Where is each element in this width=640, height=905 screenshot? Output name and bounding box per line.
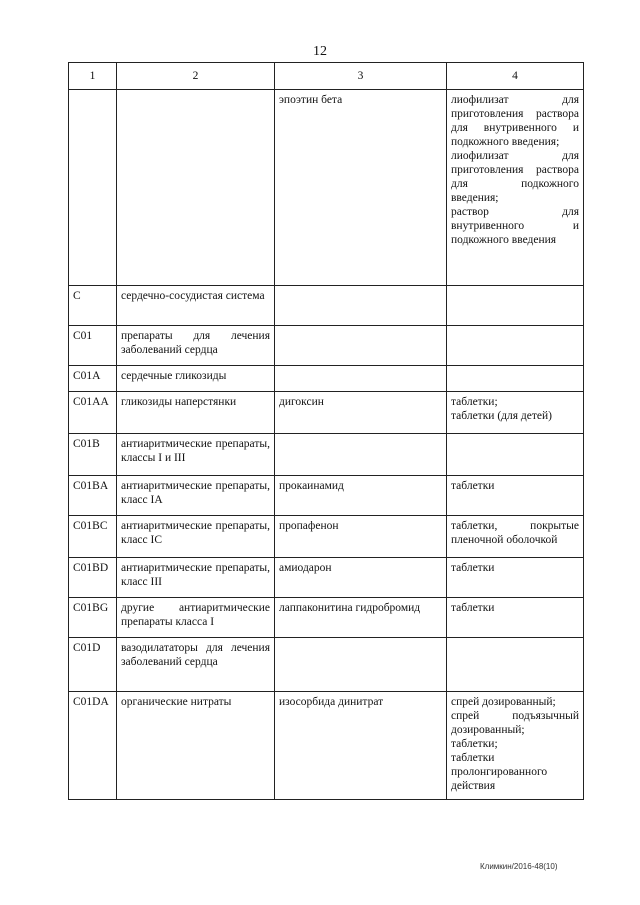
dosage-form-line: лиофилизат для приготовления раствора для внутривенного и подкожного введения; xyxy=(451,94,579,148)
dosage-forms-cell xyxy=(447,90,584,286)
dosage-form-line: таблетки (для детей) xyxy=(451,410,552,422)
header-col-1: 1 xyxy=(69,63,117,90)
dosage-forms-cell xyxy=(447,476,584,516)
dosage-forms-cell xyxy=(447,326,584,366)
dosage-form-line: таблетки xyxy=(451,480,495,492)
dosage-form-line: таблетки xyxy=(451,602,495,614)
atc-code-cell: C01AA xyxy=(69,392,117,434)
dosage-forms-cell xyxy=(447,286,584,326)
dosage-form-line: лиофилизат для приготовления раствора для подкожного введения; xyxy=(451,150,579,204)
table-row xyxy=(69,638,584,692)
dosage-form-line: спрей дозированный; xyxy=(451,696,556,708)
dosage-form-line: таблетки; xyxy=(451,738,498,750)
atc-group-cell: гликозиды наперстянки xyxy=(117,392,275,434)
dosage-forms-cell xyxy=(447,638,584,692)
drug-name-cell: пропафенон xyxy=(275,516,447,558)
dosage-form-line: таблетки пролонгированного действия xyxy=(451,752,548,792)
atc-code-cell xyxy=(69,90,117,286)
table-row xyxy=(69,692,584,800)
atc-code-cell: C01BG xyxy=(69,598,117,638)
atc-group-cell: антиаритмические препараты, класс III xyxy=(117,558,275,598)
atc-code-cell: C01B xyxy=(69,434,117,476)
atc-code-cell: C01BD xyxy=(69,558,117,598)
atc-group-cell: антиаритмические препараты, класс IC xyxy=(117,516,275,558)
table-row xyxy=(69,366,584,392)
atc-code-cell: C01D xyxy=(69,638,117,692)
drug-name-cell xyxy=(275,366,447,392)
dosage-forms-cell xyxy=(447,516,584,558)
drug-name-cell: эпоэтин бета xyxy=(275,90,447,286)
drug-name-cell: лаппаконитина гидробромид xyxy=(275,598,447,638)
atc-group-cell: сердечно-сосудистая система xyxy=(117,286,275,326)
drug-name-cell xyxy=(275,434,447,476)
atc-code-cell: C01 xyxy=(69,326,117,366)
atc-code-cell: C01BA xyxy=(69,476,117,516)
atc-group-cell: сердечные гликозиды xyxy=(117,366,275,392)
dosage-form-line: спрей подъязычный дозированный; xyxy=(451,710,579,736)
table-row xyxy=(69,516,584,558)
atc-code-cell: C xyxy=(69,286,117,326)
header-col-2: 2 xyxy=(117,63,275,90)
table-row xyxy=(69,558,584,598)
table-row xyxy=(69,476,584,516)
dosage-forms-cell xyxy=(447,434,584,476)
atc-code-cell: C01DA xyxy=(69,692,117,800)
dosage-form-line: таблетки; xyxy=(451,396,498,408)
dosage-form-line: таблетки xyxy=(451,562,495,574)
dosage-forms-cell xyxy=(447,692,584,800)
dosage-forms-cell xyxy=(447,392,584,434)
atc-group-cell: препараты для лечения заболеваний сердца xyxy=(117,326,275,366)
drug-name-cell: амиодарон xyxy=(275,558,447,598)
drug-name-cell: дигоксин xyxy=(275,392,447,434)
drug-name-cell xyxy=(275,286,447,326)
atc-code-cell: C01A xyxy=(69,366,117,392)
drug-name-cell: изосорбида динитрат xyxy=(275,692,447,800)
dosage-forms-cell xyxy=(447,366,584,392)
table-row xyxy=(69,90,584,286)
dosage-forms-cell xyxy=(447,598,584,638)
dosage-forms-cell xyxy=(447,558,584,598)
dosage-form-line: раствор для внутривенного и подкожного введения xyxy=(451,206,579,246)
atc-group-cell: другие антиаритмические препараты класса I xyxy=(117,598,275,638)
footer-stamp: Климкин/2016-48(10) xyxy=(480,862,558,871)
atc-group-cell: вазодилататоры для лечения заболеваний сердца xyxy=(117,638,275,692)
table-row xyxy=(69,434,584,476)
page-number: 12 xyxy=(313,44,327,59)
drug-name-cell xyxy=(275,638,447,692)
table-row xyxy=(69,286,584,326)
table-header-row xyxy=(69,63,584,90)
table-row xyxy=(69,598,584,638)
atc-code-cell: C01BC xyxy=(69,516,117,558)
medicines-table xyxy=(68,62,584,800)
dosage-form-line: таблетки, покрытые пленочной оболочкой xyxy=(451,520,579,546)
header-col-3: 3 xyxy=(275,63,447,90)
atc-group-cell: органические нитраты xyxy=(117,692,275,800)
drug-name-cell xyxy=(275,326,447,366)
drug-name-cell: прокаинамид xyxy=(275,476,447,516)
header-col-4: 4 xyxy=(447,63,584,90)
table-row xyxy=(69,392,584,434)
atc-group-cell: антиаритмические препараты, классы I и III xyxy=(117,434,275,476)
atc-group-cell xyxy=(117,90,275,286)
atc-group-cell: антиаритмические препараты, класс IA xyxy=(117,476,275,516)
table-row xyxy=(69,326,584,366)
